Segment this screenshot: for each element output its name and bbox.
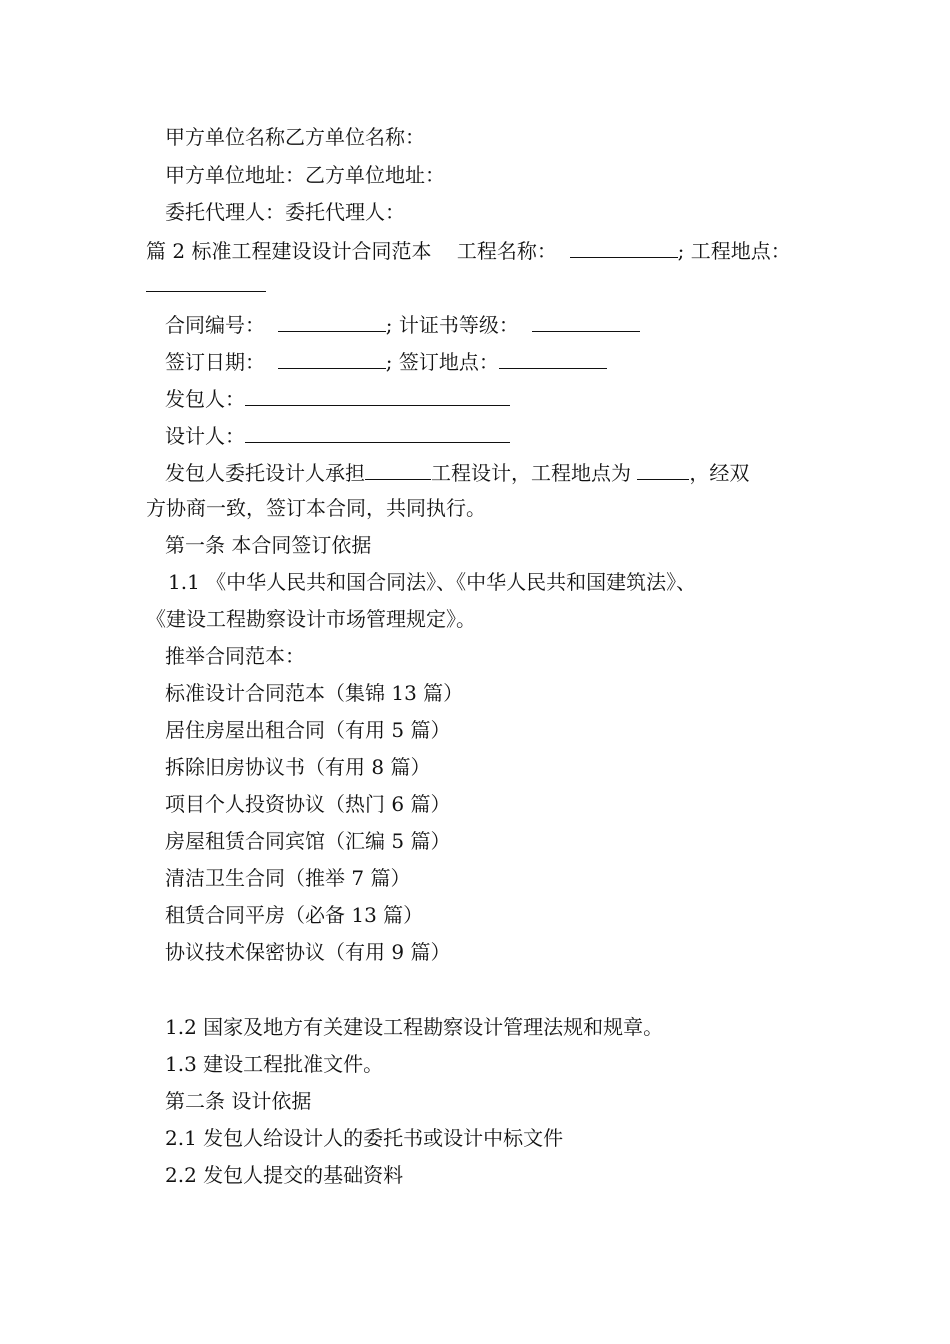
employer-line — [165, 385, 510, 411]
contract-number-line — [165, 311, 640, 337]
commission-text-c: ，经双 — [689, 461, 750, 485]
clause-2-2: 2.2 发包人提交的基础资料 — [165, 1163, 404, 1187]
employer-blank — [245, 385, 510, 406]
sign-date-label: 签订日期： — [165, 350, 265, 374]
commission-line-2: 方协商一致，签订本合同，共同执行。 — [146, 496, 486, 520]
recommend-link-6[interactable]: 清洁卫生合同（推举 7 篇） — [165, 866, 411, 890]
party-names-line: 甲方单位名称乙方单位名称： — [165, 125, 425, 149]
project-name-blank — [570, 237, 678, 258]
recommend-link-4[interactable]: 项目个人投资协议（热门 6 篇） — [165, 792, 451, 816]
recommend-link-5[interactable]: 房屋租赁合同宾馆（汇编 5 篇） — [165, 829, 451, 853]
commission-text-a: 发包人委托设计人承担 — [165, 461, 365, 485]
article-2-heading: 第二条 设计依据 — [165, 1089, 312, 1113]
certificate-level-label: ; 计证书等级： — [385, 313, 519, 337]
project-name-label: 工程名称： — [456, 239, 557, 263]
recommend-link-3[interactable]: 拆除旧房协议书（有用 8 篇） — [165, 755, 431, 779]
article-1-heading: 第一条 本合同签订依据 — [165, 533, 372, 557]
certificate-level-blank — [532, 311, 640, 332]
project-location-blank — [146, 271, 266, 292]
clause-1-1: 1.1 《中华人民共和国合同法》、《中华人民共和国建筑法》、 — [168, 570, 697, 594]
sign-date-line — [165, 348, 607, 374]
commission-line — [165, 459, 749, 485]
sign-place-blank — [499, 348, 607, 369]
clause-2-1: 2.1 发包人给设计人的委托书或设计中标文件 — [165, 1126, 564, 1150]
recommend-link-8[interactable]: 协议技术保密协议（有用 9 篇） — [165, 940, 451, 964]
project-location-label: ; 工程地点： — [677, 239, 791, 263]
clause-1-1-cont: 《建设工程勘察设计市场管理规定》。 — [146, 607, 476, 631]
designer-blank — [245, 422, 510, 443]
recommend-link-1[interactable]: 标准设计合同范本（集锦 13 篇） — [165, 681, 464, 705]
contract-title: 篇 2 标准工程建设设计合同范本 — [146, 239, 432, 263]
commission-text-b: 工程设计，工程地点为 — [431, 461, 631, 485]
party-address-line: 甲方单位地址：乙方单位地址： — [165, 163, 445, 187]
employer-label: 发包人： — [165, 387, 245, 411]
agent-line: 委托代理人：委托代理人： — [165, 200, 405, 224]
location-blank — [637, 459, 689, 480]
project-blank — [365, 459, 431, 480]
clause-1-2: 1.2 国家及地方有关建设工程勘察设计管理法规和规章。 — [165, 1015, 664, 1039]
designer-label: 设计人： — [165, 424, 245, 448]
contract-number-blank — [278, 311, 386, 332]
recommend-link-2[interactable]: 居住房屋出租合同（有用 5 篇） — [165, 718, 451, 742]
project-location-blank-line — [146, 271, 266, 297]
recommend-heading: 推举合同范本： — [165, 644, 305, 668]
recommend-link-7[interactable]: 租赁合同平房（必备 13 篇） — [165, 903, 424, 927]
contract-title-line — [146, 237, 791, 263]
contract-number-label: 合同编号： — [165, 313, 265, 337]
sign-date-blank — [278, 348, 386, 369]
designer-line — [165, 422, 510, 448]
clause-1-3: 1.3 建设工程批准文件。 — [165, 1052, 384, 1076]
sign-place-label: ; 签订地点： — [385, 350, 499, 374]
